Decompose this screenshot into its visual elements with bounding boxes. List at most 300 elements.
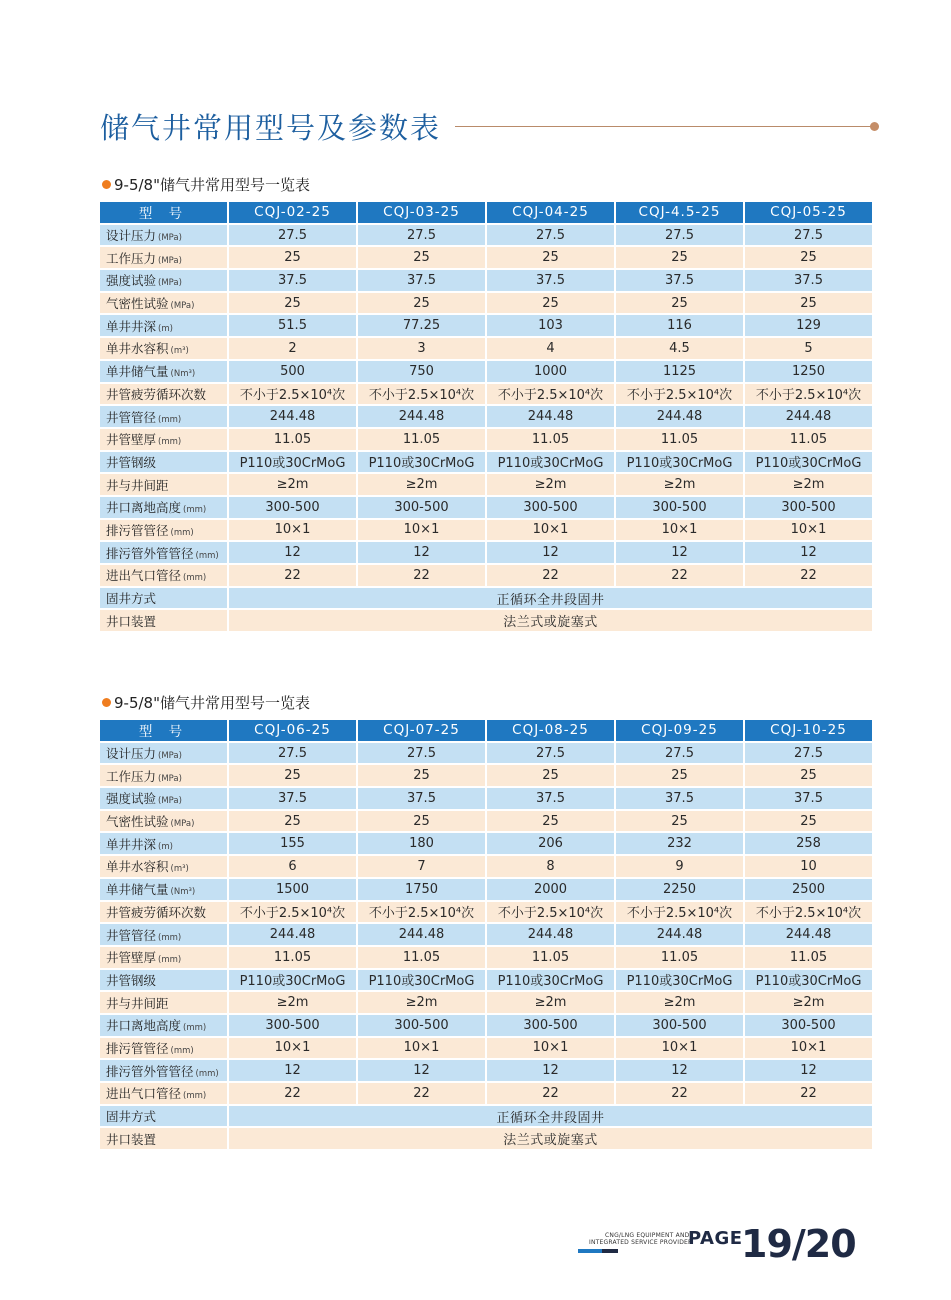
row-label: 进出气口管径 (106, 1086, 182, 1102)
footer-stripe (578, 1249, 618, 1253)
value-cell: 37.5 (487, 270, 614, 291)
value-cell: 22 (229, 565, 356, 586)
value-cell: 103 (487, 315, 614, 336)
row-label: 井管钢级 (106, 454, 157, 470)
header-model-cell: CQJ-10-25 (745, 720, 872, 741)
value-cell: 244.48 (487, 924, 614, 945)
row-label: 井口离地高度 (106, 500, 182, 516)
value-cell: P110或30CrMoG (616, 452, 743, 473)
row-label-cell (100, 338, 227, 359)
value-cell: 27.5 (616, 225, 743, 246)
table-row (100, 452, 872, 473)
row-label-cell (100, 293, 227, 314)
row-label-cell (100, 315, 227, 336)
table-row (100, 361, 872, 382)
value-cell: 10×1 (745, 520, 872, 541)
merged-value-cell: 正循环全井段固井 (229, 588, 872, 609)
row-label: 强度试验 (106, 791, 157, 807)
row-label: 设计压力 (106, 746, 157, 762)
value-cell: 300-500 (487, 497, 614, 518)
row-unit: (m) (158, 323, 173, 334)
bullet-icon (102, 698, 111, 707)
value-cell: 25 (487, 811, 614, 832)
row-label-cell (100, 1083, 227, 1104)
row-label: 固井方式 (100, 1106, 227, 1127)
row-unit: (MPa) (170, 819, 195, 830)
row-label-cell (100, 788, 227, 809)
row-label: 井管管径 (106, 927, 157, 943)
value-cell: 244.48 (745, 924, 872, 945)
row-unit: (m³) (170, 346, 189, 357)
table-header-row (100, 720, 872, 741)
value-cell: 25 (745, 293, 872, 314)
value-cell: 300-500 (229, 1015, 356, 1036)
value-cell: 300-500 (229, 497, 356, 518)
row-unit: (MPa) (158, 255, 182, 266)
row-unit: (MPa) (158, 233, 182, 244)
table-row-merged (100, 588, 872, 609)
value-cell: 25 (487, 247, 614, 268)
row-unit: (MPa) (170, 301, 195, 312)
merged-value-cell: 正循环全井段固井 (229, 1106, 872, 1127)
footer-tagline-1: CNG/LNG EQUIPMENT AND (605, 1232, 690, 1239)
table-header-row (100, 202, 872, 223)
header-model-cell: CQJ-08-25 (487, 720, 614, 741)
value-cell: 22 (229, 1083, 356, 1104)
table-row (100, 520, 872, 541)
value-cell: P110或30CrMoG (487, 970, 614, 991)
value-cell: 25 (745, 247, 872, 268)
header-model-cell: CQJ-09-25 (616, 720, 743, 741)
value-cell: 116 (616, 315, 743, 336)
row-unit: (mm) (170, 527, 194, 538)
value-cell: 不小于2.5×10⁴次 (616, 384, 743, 405)
row-label-cell (100, 1038, 227, 1059)
table-row (100, 565, 872, 586)
value-cell: 不小于2.5×10⁴次 (229, 384, 356, 405)
value-cell: 22 (358, 565, 485, 586)
value-cell: 244.48 (616, 406, 743, 427)
row-label-cell (100, 947, 227, 968)
page-footer (578, 1222, 878, 1268)
value-cell: 11.05 (616, 429, 743, 450)
footer-page-label: PAGE (688, 1228, 743, 1249)
row-label: 井管钢级 (106, 972, 157, 988)
table-row (100, 924, 872, 945)
row-unit: (mm) (183, 1091, 207, 1102)
row-label: 工作压力 (106, 768, 157, 784)
value-cell: 12 (745, 1060, 872, 1081)
row-label: 井管壁厚 (106, 432, 157, 448)
value-cell: 不小于2.5×10⁴次 (745, 384, 872, 405)
row-unit: (mm) (158, 955, 182, 966)
value-cell: 11.05 (229, 947, 356, 968)
value-cell: 25 (487, 293, 614, 314)
value-cell: 7 (358, 856, 485, 877)
value-cell: 10×1 (229, 520, 356, 541)
row-label: 井与井间距 (106, 995, 169, 1011)
value-cell: ≥2m (745, 474, 872, 495)
spec-table-2 (98, 718, 874, 1151)
row-unit: (mm) (158, 437, 182, 448)
value-cell: 4 (487, 338, 614, 359)
value-cell: 129 (745, 315, 872, 336)
value-cell: 300-500 (358, 1015, 485, 1036)
value-cell: 27.5 (616, 743, 743, 764)
value-cell: 51.5 (229, 315, 356, 336)
row-label: 设计压力 (106, 228, 157, 244)
value-cell: 25 (616, 765, 743, 786)
value-cell: 10×1 (616, 520, 743, 541)
table-1-heading (102, 174, 310, 195)
value-cell: P110或30CrMoG (616, 970, 743, 991)
table-row (100, 970, 872, 991)
row-label-cell (100, 542, 227, 563)
row-label-cell (100, 452, 227, 473)
value-cell: 750 (358, 361, 485, 382)
value-cell: 5 (745, 338, 872, 359)
value-cell: 10×1 (487, 520, 614, 541)
value-cell: ≥2m (745, 992, 872, 1013)
value-cell: 6 (229, 856, 356, 877)
value-cell: 12 (487, 542, 614, 563)
value-cell: 25 (229, 247, 356, 268)
value-cell: 300-500 (745, 1015, 872, 1036)
row-unit: (mm) (183, 573, 207, 584)
value-cell: ≥2m (487, 992, 614, 1013)
table-row (100, 743, 872, 764)
row-unit: (mm) (183, 1023, 207, 1034)
row-label-cell (100, 497, 227, 518)
value-cell: 11.05 (358, 947, 485, 968)
row-label: 排污管管径 (106, 522, 169, 538)
value-cell: 11.05 (358, 429, 485, 450)
row-label: 井口离地高度 (106, 1018, 182, 1034)
row-label-cell (100, 879, 227, 900)
title-divider (455, 126, 872, 127)
value-cell: 9 (616, 856, 743, 877)
value-cell: 25 (616, 811, 743, 832)
value-cell: 244.48 (358, 406, 485, 427)
value-cell: 2000 (487, 879, 614, 900)
value-cell: 12 (487, 1060, 614, 1081)
row-unit: (m³) (170, 864, 189, 875)
row-label-cell (100, 361, 227, 382)
merged-value-cell: 法兰式或旋塞式 (229, 610, 872, 631)
row-label-cell (100, 520, 227, 541)
value-cell: P110或30CrMoG (358, 970, 485, 991)
value-cell: 27.5 (229, 743, 356, 764)
table-row (100, 879, 872, 900)
table-row-merged (100, 1106, 872, 1127)
value-cell: ≥2m (229, 992, 356, 1013)
value-cell: 12 (229, 1060, 356, 1081)
value-cell: 25 (487, 765, 614, 786)
row-label: 进出气口管径 (106, 568, 182, 584)
row-label: 单井储气量 (106, 882, 169, 898)
row-label-cell (100, 811, 227, 832)
row-label-cell (100, 856, 227, 877)
row-label: 单井井深 (106, 318, 157, 334)
value-cell: ≥2m (229, 474, 356, 495)
title-divider-dot (870, 122, 879, 131)
value-cell: 22 (487, 1083, 614, 1104)
value-cell: 37.5 (616, 788, 743, 809)
row-unit: (Nm³) (170, 887, 196, 898)
value-cell: 37.5 (745, 788, 872, 809)
value-cell: 不小于2.5×10⁴次 (358, 384, 485, 405)
value-cell: 11.05 (616, 947, 743, 968)
header-model-label: 型 号 (100, 202, 227, 223)
value-cell: 25 (229, 811, 356, 832)
row-label: 单井水容积 (106, 341, 169, 357)
value-cell: 77.25 (358, 315, 485, 336)
value-cell: 11.05 (745, 429, 872, 450)
row-label-cell (100, 1015, 227, 1036)
row-label-cell (100, 970, 227, 991)
table-row (100, 856, 872, 877)
row-unit: (mm) (170, 1045, 194, 1056)
row-label: 强度试验 (106, 273, 157, 289)
row-label: 井管管径 (106, 409, 157, 425)
row-label: 固井方式 (100, 588, 227, 609)
value-cell: 25 (616, 293, 743, 314)
value-cell: 25 (229, 765, 356, 786)
value-cell: 12 (358, 542, 485, 563)
value-cell: P110或30CrMoG (745, 452, 872, 473)
value-cell: 258 (745, 833, 872, 854)
row-unit: (MPa) (158, 278, 182, 289)
value-cell: 10×1 (358, 520, 485, 541)
table-row (100, 947, 872, 968)
value-cell: 10 (745, 856, 872, 877)
row-label-cell (100, 247, 227, 268)
table-2-heading-text: 9-5/8"储气井常用型号一览表 (114, 694, 310, 712)
header-model-cell: CQJ-03-25 (358, 202, 485, 223)
table-row (100, 765, 872, 786)
value-cell: 25 (358, 765, 485, 786)
value-cell: 27.5 (745, 743, 872, 764)
value-cell: 1500 (229, 879, 356, 900)
value-cell: 244.48 (229, 406, 356, 427)
row-label-cell (100, 474, 227, 495)
row-label: 井口装置 (100, 1128, 227, 1149)
value-cell: 12 (358, 1060, 485, 1081)
value-cell: 37.5 (745, 270, 872, 291)
value-cell: 2 (229, 338, 356, 359)
value-cell: 10×1 (745, 1038, 872, 1059)
table-row-merged (100, 610, 872, 631)
table-row (100, 338, 872, 359)
value-cell: 25 (358, 811, 485, 832)
header-model-label: 型 号 (100, 720, 227, 741)
row-unit: (mm) (195, 550, 219, 561)
row-label-cell (100, 765, 227, 786)
value-cell: 4.5 (616, 338, 743, 359)
value-cell: 10×1 (487, 1038, 614, 1059)
merged-value-cell: 法兰式或旋塞式 (229, 1128, 872, 1149)
table-row (100, 406, 872, 427)
value-cell: 244.48 (229, 924, 356, 945)
table-row-merged (100, 1128, 872, 1149)
row-unit: (MPa) (158, 773, 182, 784)
row-label: 排污管外管管径 (106, 1063, 194, 1079)
row-label: 气密性试验 (106, 814, 169, 830)
row-label: 排污管管径 (106, 1040, 169, 1056)
table-row (100, 429, 872, 450)
row-label: 单井水容积 (106, 859, 169, 875)
value-cell: ≥2m (487, 474, 614, 495)
value-cell: 27.5 (745, 225, 872, 246)
table-2-heading (102, 692, 310, 713)
value-cell: 25 (745, 811, 872, 832)
value-cell: 300-500 (358, 497, 485, 518)
value-cell: 27.5 (358, 743, 485, 764)
value-cell: 37.5 (358, 270, 485, 291)
row-unit: (MPa) (158, 796, 182, 807)
table-row (100, 811, 872, 832)
value-cell: P110或30CrMoG (745, 970, 872, 991)
table-row (100, 225, 872, 246)
value-cell: 232 (616, 833, 743, 854)
value-cell: 2500 (745, 879, 872, 900)
row-unit: (mm) (195, 1068, 219, 1079)
value-cell: 10×1 (229, 1038, 356, 1059)
header-model-cell: CQJ-02-25 (229, 202, 356, 223)
row-unit: (m) (158, 841, 173, 852)
value-cell: 不小于2.5×10⁴次 (358, 902, 485, 923)
row-label-cell (100, 225, 227, 246)
value-cell: 37.5 (616, 270, 743, 291)
table-row (100, 270, 872, 291)
value-cell: 244.48 (487, 406, 614, 427)
value-cell: 1000 (487, 361, 614, 382)
row-unit: (mm) (158, 932, 182, 943)
value-cell: 37.5 (229, 788, 356, 809)
value-cell: P110或30CrMoG (229, 452, 356, 473)
header-model-cell: CQJ-06-25 (229, 720, 356, 741)
value-cell: 11.05 (487, 947, 614, 968)
value-cell: 不小于2.5×10⁴次 (229, 902, 356, 923)
row-label-cell (100, 429, 227, 450)
value-cell: 22 (616, 1083, 743, 1104)
page-title: 储气井常用型号及参数表 (100, 111, 442, 145)
value-cell: 10×1 (358, 1038, 485, 1059)
table-row (100, 788, 872, 809)
value-cell: 37.5 (358, 788, 485, 809)
value-cell: 22 (745, 1083, 872, 1104)
value-cell: P110或30CrMoG (229, 970, 356, 991)
table-row (100, 1015, 872, 1036)
value-cell: 300-500 (487, 1015, 614, 1036)
table-row (100, 542, 872, 563)
row-unit: (Nm³) (170, 369, 196, 380)
footer-page-number: 19/20 (741, 1222, 856, 1266)
value-cell: 25 (229, 293, 356, 314)
value-cell: 25 (358, 247, 485, 268)
value-cell: 244.48 (745, 406, 872, 427)
row-label-cell (100, 406, 227, 427)
table-row (100, 833, 872, 854)
value-cell: 25 (616, 247, 743, 268)
value-cell: 12 (745, 542, 872, 563)
value-cell: 22 (745, 565, 872, 586)
table-row (100, 497, 872, 518)
value-cell: 155 (229, 833, 356, 854)
value-cell: 37.5 (487, 788, 614, 809)
value-cell: ≥2m (358, 992, 485, 1013)
value-cell: 不小于2.5×10⁴次 (745, 902, 872, 923)
row-label: 单井井深 (106, 836, 157, 852)
value-cell: 37.5 (229, 270, 356, 291)
value-cell: 300-500 (745, 497, 872, 518)
row-label-cell (100, 1060, 227, 1081)
row-unit: (MPa) (158, 751, 182, 762)
row-label: 排污管外管管径 (106, 545, 194, 561)
value-cell: P110或30CrMoG (487, 452, 614, 473)
spec-table-1 (98, 200, 874, 633)
row-label: 单井储气量 (106, 364, 169, 380)
value-cell: 3 (358, 338, 485, 359)
value-cell: 10×1 (616, 1038, 743, 1059)
value-cell: 22 (358, 1083, 485, 1104)
value-cell: 不小于2.5×10⁴次 (487, 902, 614, 923)
row-unit: (mm) (183, 505, 207, 516)
row-label-cell (100, 833, 227, 854)
table-row (100, 902, 872, 923)
header-model-cell: CQJ-04-25 (487, 202, 614, 223)
value-cell: 27.5 (487, 225, 614, 246)
row-label: 井管疲劳循环次数 (106, 904, 207, 920)
table-row (100, 384, 872, 405)
value-cell: 22 (487, 565, 614, 586)
row-label-cell (100, 924, 227, 945)
value-cell: 2250 (616, 879, 743, 900)
value-cell: 27.5 (229, 225, 356, 246)
value-cell: 11.05 (487, 429, 614, 450)
header-model-cell: CQJ-05-25 (745, 202, 872, 223)
value-cell: ≥2m (616, 474, 743, 495)
value-cell: 300-500 (616, 497, 743, 518)
value-cell: P110或30CrMoG (358, 452, 485, 473)
value-cell: 1125 (616, 361, 743, 382)
value-cell: 25 (745, 765, 872, 786)
row-label: 井管疲劳循环次数 (106, 386, 207, 402)
value-cell: 180 (358, 833, 485, 854)
value-cell: 1750 (358, 879, 485, 900)
footer-tagline-2: INTEGRATED SERVICE PROVIDER (589, 1239, 693, 1246)
value-cell: 12 (616, 542, 743, 563)
value-cell: 25 (358, 293, 485, 314)
row-label-cell (100, 270, 227, 291)
table-row (100, 1083, 872, 1104)
row-label-cell (100, 743, 227, 764)
value-cell: 1250 (745, 361, 872, 382)
row-label: 井口装置 (100, 610, 227, 631)
table-row (100, 474, 872, 495)
value-cell: ≥2m (358, 474, 485, 495)
table-row (100, 293, 872, 314)
row-label: 工作压力 (106, 250, 157, 266)
value-cell: 27.5 (487, 743, 614, 764)
row-label: 井管壁厚 (106, 950, 157, 966)
value-cell: 244.48 (616, 924, 743, 945)
table-1-heading-text: 9-5/8"储气井常用型号一览表 (114, 176, 310, 194)
header-model-cell: CQJ-4.5-25 (616, 202, 743, 223)
row-label: 气密性试验 (106, 296, 169, 312)
value-cell: 不小于2.5×10⁴次 (487, 384, 614, 405)
value-cell: 22 (616, 565, 743, 586)
